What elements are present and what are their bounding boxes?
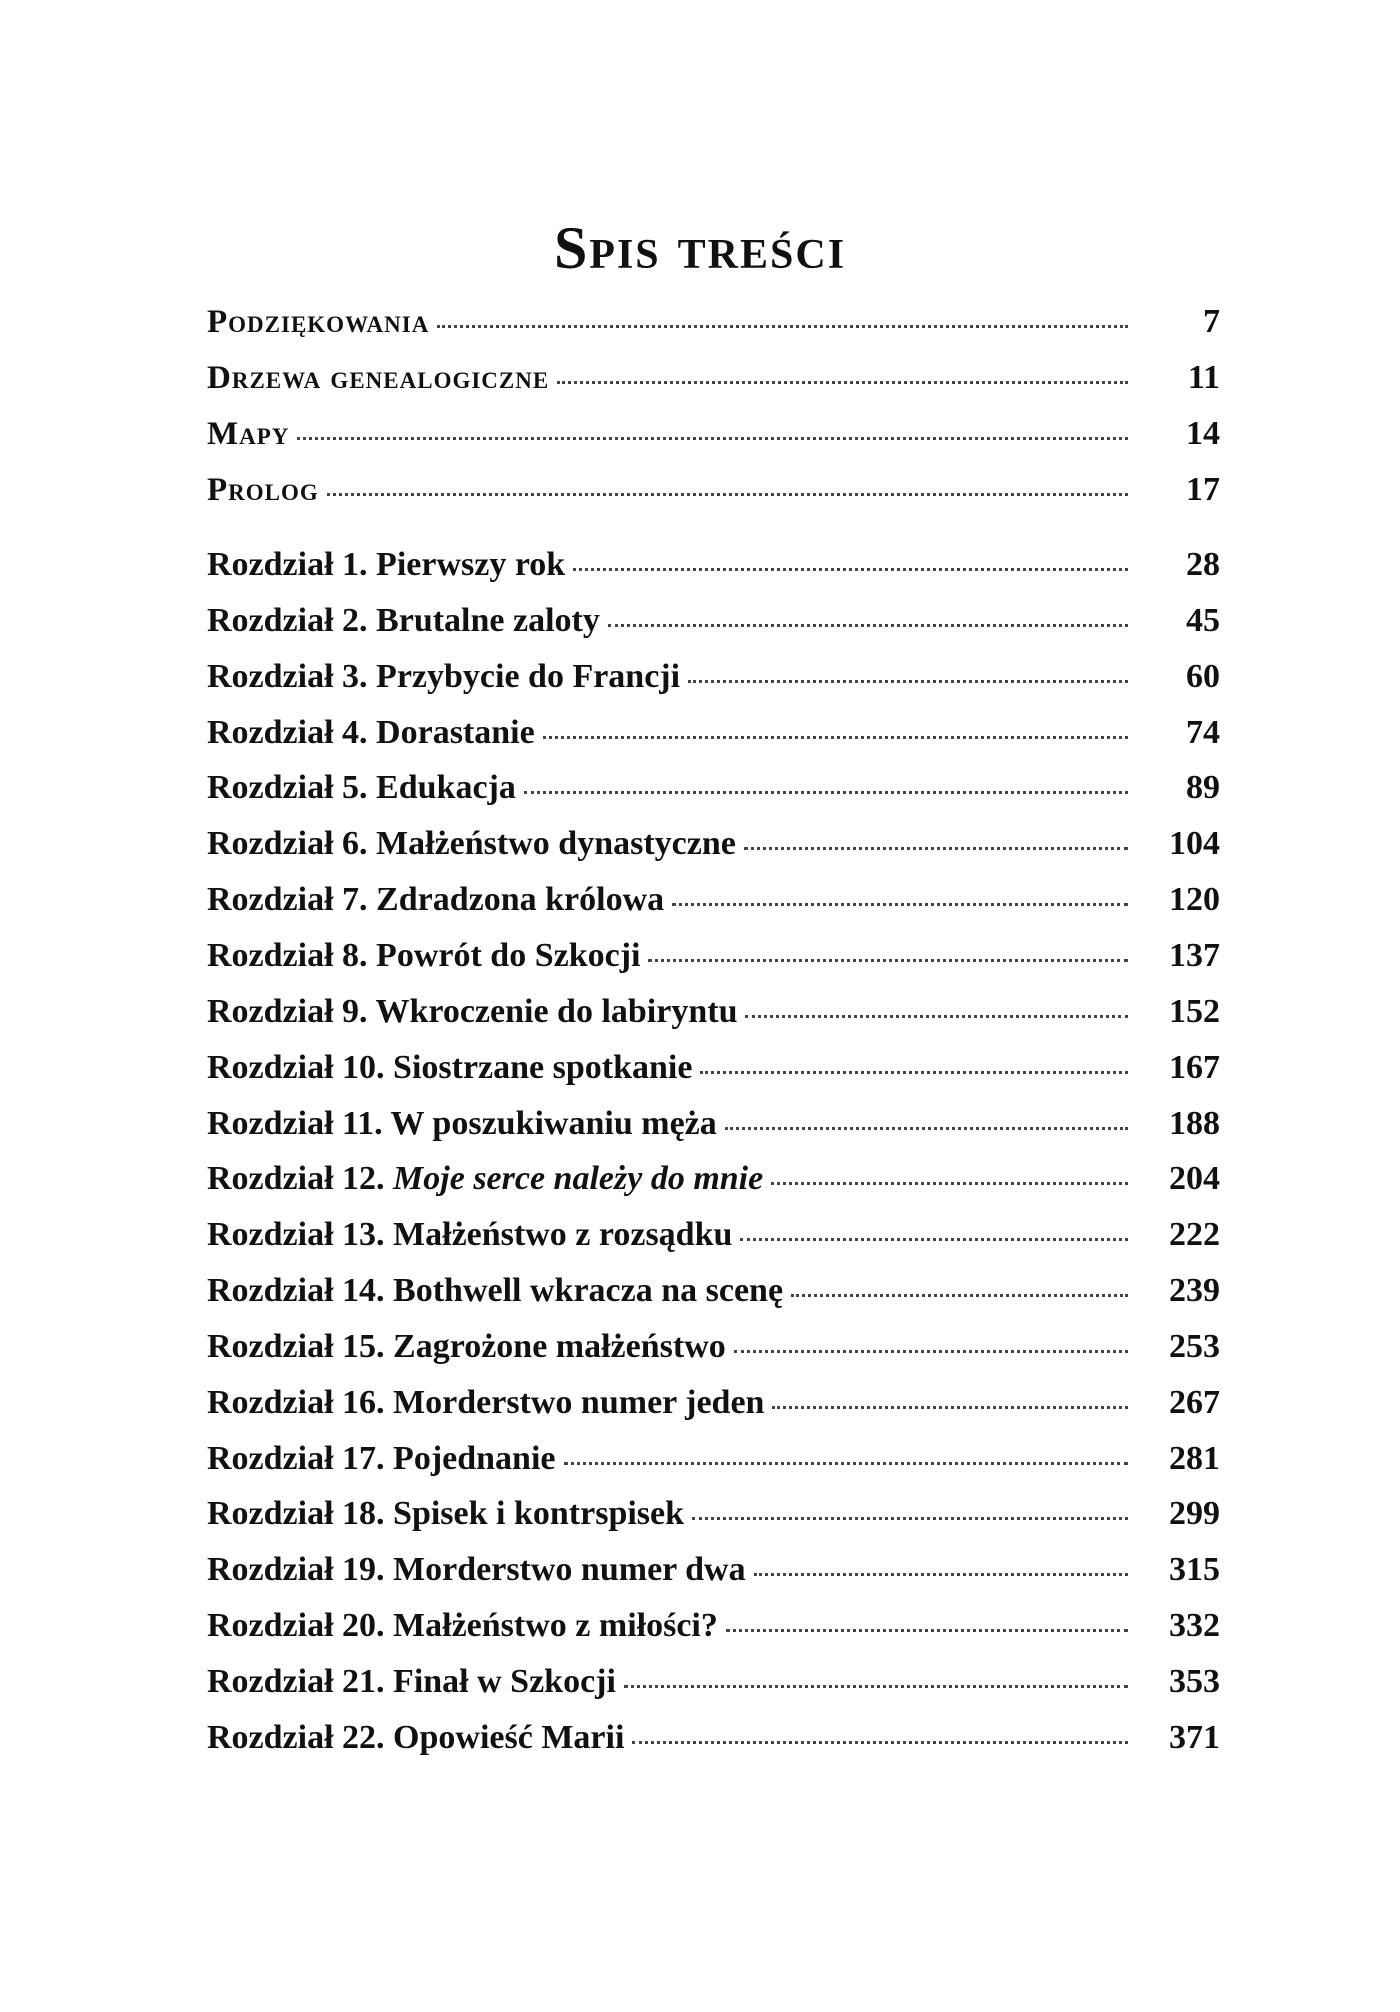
toc-entry-title [207, 1381, 764, 1425]
toc-entry-title [207, 1325, 726, 1369]
page-number: 104 [1169, 825, 1220, 862]
page-number: 167 [1169, 1049, 1220, 1086]
chapter-title: Opowieść Marii [393, 1719, 625, 1756]
toc-entry-title [207, 1548, 746, 1592]
dot-leader [726, 1623, 1128, 1632]
dot-leader [740, 1232, 1128, 1241]
page-number: 60 [1186, 658, 1220, 695]
chapter-number: Rozdział 10. [207, 1049, 394, 1086]
chapter-number: Rozdział 5. [207, 769, 377, 806]
chapter-number: Rozdział 9. [207, 993, 376, 1030]
toc-front-matter-entry [207, 356, 1220, 400]
dot-leader [648, 953, 1128, 962]
toc-chapter-entry [207, 1213, 1220, 1257]
chapter-number: Rozdział 8. [207, 937, 377, 974]
dot-leader [692, 1511, 1128, 1520]
toc-entry-title: Drzewa genealogiczne [207, 360, 550, 396]
dot-leader [543, 730, 1128, 739]
toc-chapter-entry [207, 878, 1220, 922]
chapter-number: Rozdział 6. [207, 825, 377, 862]
toc-entry-title: Mapy [207, 416, 290, 452]
page-number: 353 [1169, 1663, 1220, 1700]
dot-leader [672, 897, 1128, 906]
toc-entry-title [207, 711, 535, 755]
page-number: 137 [1169, 937, 1220, 974]
chapter-title: Moje serce należy do mnie [393, 1160, 764, 1197]
dot-leader [524, 785, 1128, 794]
page-number: 89 [1186, 769, 1220, 806]
dot-leader [688, 674, 1128, 683]
chapter-number: Rozdział 21. [207, 1663, 394, 1700]
chapter-title: Zagrożone małżeństwo [393, 1328, 726, 1365]
toc-entry-title [207, 1716, 624, 1760]
toc-entry-title [207, 990, 737, 1034]
toc-entry-title [207, 543, 565, 587]
chapter-number: Rozdział 4. [207, 714, 377, 751]
page-number: 267 [1169, 1384, 1220, 1421]
chapter-title: Małżeństwo z rozsądku [393, 1216, 733, 1253]
toc-entry-title [207, 1660, 616, 1704]
toc-chapter-entry [207, 990, 1220, 1034]
chapter-title: Finał w Szkocji [393, 1663, 616, 1700]
dot-leader [725, 1121, 1128, 1130]
toc-entry-title [207, 1437, 556, 1481]
chapter-title: Bothwell wkracza na scenę [393, 1272, 784, 1309]
page-number: 11 [1187, 359, 1220, 396]
chapter-number: Rozdział 18. [207, 1495, 394, 1532]
chapter-number: Rozdział 11. [207, 1105, 391, 1142]
toc-chapter-entry [207, 1437, 1220, 1481]
toc-chapter-entry [207, 1102, 1220, 1146]
toc-chapter-entry [207, 766, 1220, 810]
page-title: Spis treści [553, 215, 847, 281]
page-number: 253 [1169, 1328, 1220, 1365]
dot-leader [557, 375, 1128, 384]
dot-leader [700, 1065, 1128, 1074]
chapter-number: Rozdział 2. [207, 602, 377, 639]
toc-chapter-entry [207, 1548, 1220, 1592]
chapter-number: Rozdział 14. [207, 1272, 394, 1309]
dot-leader [624, 1679, 1128, 1688]
page-number: 120 [1169, 881, 1220, 918]
toc-entry-title [207, 1213, 732, 1257]
chapter-title: Edukacja [376, 769, 516, 806]
page-number: 7 [1203, 303, 1220, 340]
chapter-number: Rozdział 3. [207, 658, 377, 695]
chapter-number: Rozdział 13. [207, 1216, 394, 1253]
toc-chapter-entry [207, 1716, 1220, 1760]
page-number: 281 [1169, 1440, 1220, 1477]
chapter-title: Brutalne zaloty [376, 602, 600, 639]
page-number: 14 [1186, 415, 1220, 452]
chapter-title: Przybycie do Francji [376, 658, 681, 695]
dot-leader [744, 841, 1128, 850]
page-number: 204 [1169, 1160, 1220, 1197]
toc-entry-title [207, 655, 680, 699]
toc-entry-title [207, 599, 600, 643]
dot-leader [771, 1176, 1128, 1185]
chapter-number: Rozdział 1. [207, 546, 377, 583]
page-number: 74 [1186, 714, 1220, 751]
chapter-title: Powrót do Szkocji [376, 937, 641, 974]
table-of-contents [207, 0, 1220, 2012]
toc-chapter-entry [207, 1325, 1220, 1369]
chapter-number: Rozdział 20. [207, 1607, 394, 1644]
toc-chapter-entry [207, 599, 1220, 643]
toc-chapter-entry [207, 1381, 1220, 1425]
chapter-title: Morderstwo numer jeden [393, 1384, 765, 1421]
dot-leader [734, 1344, 1128, 1353]
page-number: 299 [1169, 1495, 1220, 1532]
toc-front-matter-entry [207, 412, 1220, 456]
toc-entry-title: Podziękowania [207, 304, 430, 340]
toc-entry-title: Prolog [207, 472, 319, 508]
toc-entry-title [207, 1102, 717, 1146]
page-number: 222 [1169, 1216, 1220, 1253]
toc-front-matter-entry [207, 300, 1220, 344]
toc-chapter-entry [207, 1157, 1220, 1201]
toc-entry-title [207, 878, 664, 922]
dot-leader [791, 1288, 1128, 1297]
chapter-title: Małżeństwo dynastyczne [376, 825, 736, 862]
chapter-title: Zdradzona królowa [376, 881, 665, 918]
toc-chapter-entry [207, 1492, 1220, 1536]
toc-entry-title [207, 1492, 684, 1536]
toc-chapter-entry [207, 711, 1220, 755]
toc-chapter-entry [207, 822, 1220, 866]
dot-leader [632, 1735, 1128, 1744]
page-number: 371 [1169, 1719, 1220, 1756]
toc-entry-title [207, 1269, 783, 1313]
page-number: 315 [1169, 1551, 1220, 1588]
chapter-title: Morderstwo numer dwa [393, 1551, 746, 1588]
chapter-number: Rozdział 12. [207, 1160, 394, 1197]
page-number: 17 [1186, 471, 1220, 508]
toc-chapter-entry [207, 1269, 1220, 1313]
page-number: 28 [1186, 546, 1220, 583]
toc-chapter-entry [207, 543, 1220, 587]
toc-chapter-entry [207, 1660, 1220, 1704]
chapter-number: Rozdział 17. [207, 1440, 394, 1477]
chapter-title: Dorastanie [376, 714, 535, 751]
chapter-title: Pojednanie [393, 1440, 556, 1477]
dot-leader [437, 319, 1128, 328]
chapter-number: Rozdział 22. [207, 1719, 394, 1756]
chapter-title: Spisek i kontrspisek [393, 1495, 685, 1532]
toc-entry-title [207, 1046, 692, 1090]
dot-leader [564, 1456, 1129, 1465]
chapter-title: Małżeństwo z miłości? [393, 1607, 718, 1644]
page-number: 45 [1186, 602, 1220, 639]
toc-entry-title [207, 1157, 763, 1201]
dot-leader [297, 431, 1128, 440]
dot-leader [327, 487, 1128, 496]
dot-leader [608, 618, 1128, 627]
chapter-title: Wkroczenie do labiryntu [375, 993, 738, 1030]
page-number: 188 [1169, 1105, 1220, 1142]
toc-entry-title [207, 934, 640, 978]
toc-chapter-entry [207, 934, 1220, 978]
chapter-number: Rozdział 15. [207, 1328, 394, 1365]
chapter-title: W poszukiwaniu męża [390, 1105, 717, 1142]
dot-leader [772, 1400, 1128, 1409]
toc-entry-title [207, 1604, 718, 1648]
toc-chapter-entry [207, 1604, 1220, 1648]
chapter-number: Rozdział 16. [207, 1384, 394, 1421]
toc-entry-title [207, 766, 516, 810]
dot-leader [745, 1009, 1128, 1018]
toc-front-matter-entry [207, 468, 1220, 512]
page-number: 152 [1169, 993, 1220, 1030]
toc-chapter-entry [207, 655, 1220, 699]
chapter-number: Rozdział 7. [207, 881, 377, 918]
page-number: 332 [1169, 1607, 1220, 1644]
toc-entry-title [207, 822, 736, 866]
chapter-number: Rozdział 19. [207, 1551, 394, 1588]
chapter-title: Pierwszy rok [376, 546, 566, 583]
dot-leader [573, 562, 1128, 571]
dot-leader [754, 1567, 1128, 1576]
page-number: 239 [1169, 1272, 1220, 1309]
chapter-title: Siostrzane spotkanie [393, 1049, 693, 1086]
toc-chapter-entry [207, 1046, 1220, 1090]
